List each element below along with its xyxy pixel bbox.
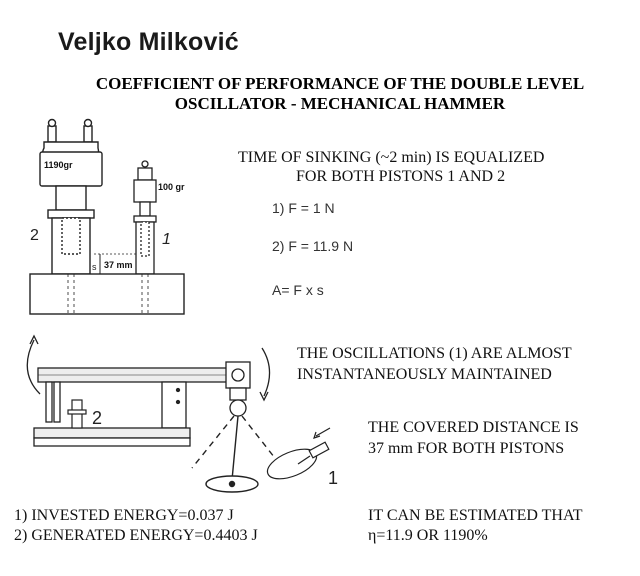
pivot [226, 362, 250, 416]
estimate-line2: η=11.9 OR 1190% [368, 527, 488, 544]
piston-label-1: 1 [162, 231, 171, 248]
large-weight-label: 1190gr [44, 160, 73, 170]
oscillations-line2: INSTANTANEOUSLY MAINTAINED [297, 366, 552, 383]
page-title-line1: COEFFICIENT OF PERFORMANCE OF THE DOUBLE LEVEL [95, 74, 585, 93]
distance-label: 37 mm [104, 260, 133, 270]
mechanism-piston-2 [68, 400, 86, 428]
piston-1 [134, 202, 156, 274]
rotation-arrow-left [27, 340, 40, 394]
invested-energy: 1) INVESTED ENERGY=0.037 J [14, 507, 234, 524]
author-name: Veljko Milković [58, 28, 239, 56]
force-1: 1) F = 1 N [272, 200, 335, 216]
small-weight [134, 161, 156, 202]
rotation-arrow-right [262, 348, 270, 396]
s-label: s [92, 262, 97, 272]
piston-2 [48, 186, 94, 274]
generated-energy: 2) GENERATED ENERGY=0.4403 J [14, 527, 258, 544]
mechanism-label-2: 2 [92, 408, 103, 428]
work-formula: A= F x s [272, 282, 324, 298]
force-2: 2) F = 11.9 N [272, 238, 354, 254]
large-weight [40, 120, 102, 187]
base-block [30, 274, 184, 314]
distance-line1: THE COVERED DISTANCE IS [368, 419, 579, 436]
mechanism-label-1: 1 [328, 468, 339, 488]
pendulum [192, 416, 278, 492]
small-weight-label: 100 gr [158, 182, 185, 192]
estimate-line1: IT CAN BE ESTIMATED THAT [368, 507, 583, 524]
distance-line2: 37 mm FOR BOTH PISTONS [368, 440, 565, 457]
sinking-line1: TIME OF SINKING (~2 min) IS EQUALIZED [238, 149, 545, 166]
sinking-line2: FOR BOTH PISTONS 1 AND 2 [296, 168, 506, 185]
piston-label-2: 2 [30, 227, 39, 244]
oscillations-line1: THE OSCILLATIONS (1) ARE ALMOST [297, 345, 572, 362]
piston-weights-figure [20, 112, 220, 322]
page-title-line2: OSCILLATOR - MECHANICAL HAMMER [174, 94, 506, 113]
